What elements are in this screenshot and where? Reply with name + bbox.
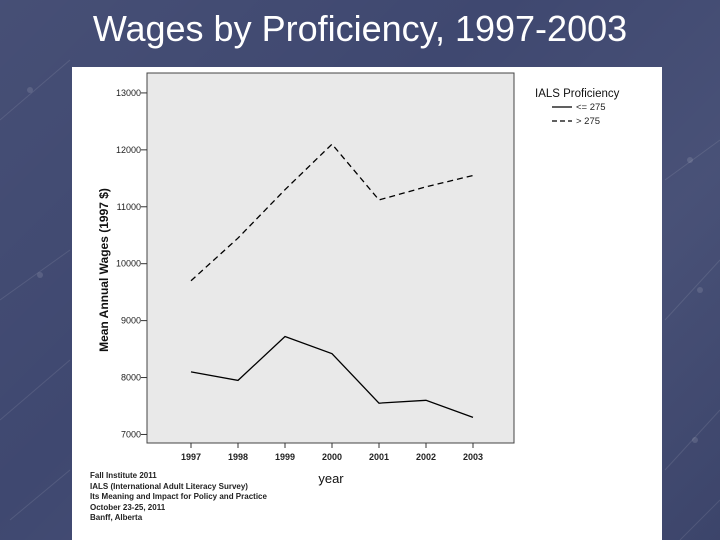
x-tick-label: 1998 bbox=[227, 452, 249, 462]
y-tick-label: 13000 bbox=[115, 87, 141, 98]
x-axis bbox=[181, 443, 483, 462]
x-tick-label: 1999 bbox=[274, 452, 296, 462]
y-tick-label: 8000 bbox=[120, 372, 141, 383]
y-axis bbox=[116, 88, 147, 440]
footer-line: Fall Institute 2011 bbox=[90, 471, 157, 480]
legend-title: IALS Proficiency bbox=[535, 88, 620, 100]
x-axis-label: year bbox=[318, 471, 344, 486]
legend-label: <= 275 bbox=[576, 102, 606, 113]
x-tick-label: 1997 bbox=[180, 452, 202, 462]
y-axis-label: Mean Annual Wages (1997 $) bbox=[97, 188, 111, 352]
slide-title: Wages by Proficiency, 1997-2003 bbox=[92, 8, 628, 49]
x-tick-label: 2001 bbox=[368, 452, 390, 462]
footer-line: Its Meaning and Impact for Policy and Practice bbox=[90, 492, 267, 501]
y-tick-label: 9000 bbox=[120, 315, 141, 326]
y-tick-label: 11000 bbox=[116, 201, 141, 212]
line-chart bbox=[72, 67, 662, 540]
y-tick-label: 10000 bbox=[115, 258, 141, 269]
x-tick-label: 2003 bbox=[462, 452, 484, 462]
footer-line: Banff, Alberta bbox=[90, 513, 143, 522]
plot-area bbox=[147, 73, 514, 443]
chart-panel bbox=[72, 67, 662, 540]
footer-line: October 23-25, 2011 bbox=[90, 502, 166, 512]
legend-label: > 275 bbox=[576, 116, 601, 127]
legend bbox=[535, 88, 620, 127]
footer-text bbox=[90, 471, 267, 524]
y-tick-label: 12000 bbox=[115, 144, 141, 155]
footer-line: IALS (International Adult Literacy Survey) bbox=[90, 481, 248, 491]
x-tick-label: 2002 bbox=[415, 452, 437, 462]
x-tick-label: 2000 bbox=[321, 452, 343, 462]
y-tick-label: 7000 bbox=[120, 429, 141, 440]
